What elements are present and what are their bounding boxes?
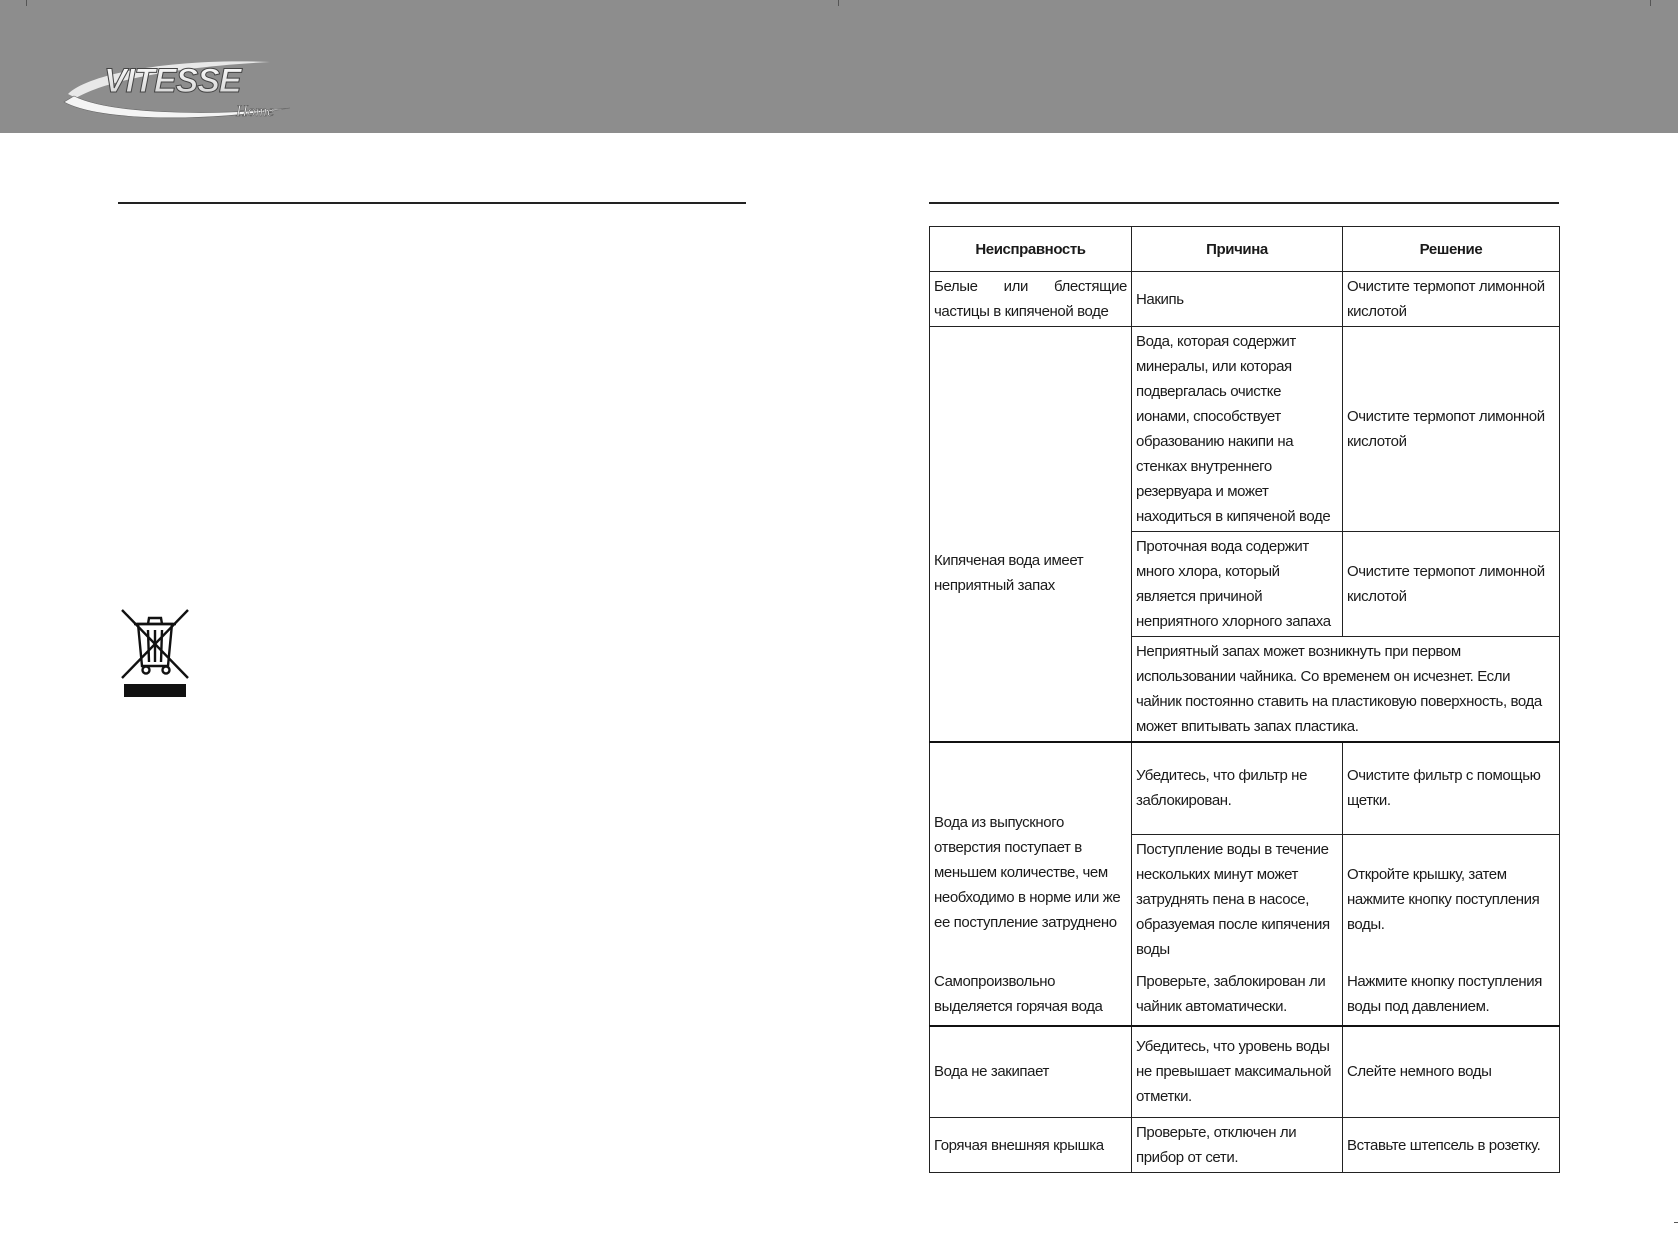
crop-mark bbox=[838, 0, 839, 6]
table-row bbox=[930, 272, 1560, 327]
problem-cell: Кипяченая вода имеет неприятный запах bbox=[930, 327, 1132, 743]
crop-mark bbox=[26, 0, 27, 6]
table-row bbox=[930, 742, 1560, 834]
table-row bbox=[930, 1026, 1560, 1118]
table-row bbox=[930, 1118, 1560, 1173]
vitesse-logo-icon bbox=[60, 52, 310, 124]
right-section-rule bbox=[929, 202, 1559, 204]
table-header-row bbox=[930, 227, 1560, 272]
svg-text:Home: Home bbox=[236, 103, 275, 120]
col-header-solution: Решение bbox=[1343, 227, 1560, 272]
cause-cell: Проверьте, отключен ли прибор от сети. bbox=[1132, 1118, 1343, 1173]
page-header-band bbox=[0, 0, 1678, 133]
solution-cell: Нажмите кнопку поступления воды под давлением. bbox=[1343, 964, 1560, 1026]
problem-cell: Белые или блестящие частицы в кипяченой воде bbox=[930, 272, 1132, 327]
crop-mark bbox=[1650, 0, 1651, 6]
solution-cell: Очистите термопот лимонной кислотой bbox=[1343, 532, 1560, 637]
cause-cell: Убедитесь, что уровень воды не превышает максимальной отметки. bbox=[1132, 1026, 1343, 1118]
solution-cell: Очистите фильтр с помощью щетки. bbox=[1343, 742, 1560, 834]
solution-cell: Очистите термопот лимонной кислотой bbox=[1343, 272, 1560, 327]
col-header-problem: Неисправность bbox=[930, 227, 1132, 272]
solution-cell: Слейте немного воды bbox=[1343, 1026, 1560, 1118]
cause-cell: Проточная вода содержит много хлора, который является причиной неприятного хлорного запаха bbox=[1132, 532, 1343, 637]
problem-cell: Вода не закипает bbox=[930, 1026, 1132, 1118]
left-section-rule bbox=[118, 202, 746, 204]
crop-mark bbox=[1674, 1222, 1678, 1223]
troubleshooting-table bbox=[929, 226, 1560, 1173]
cause-cell: Поступление воды в течение нескольких минут может затруднять пена в насосе, образуемая после кипячения воды bbox=[1132, 834, 1343, 964]
col-header-cause: Причина bbox=[1132, 227, 1343, 272]
cause-cell: Вода, которая содержит минералы, или которая подвергалась очистке ионами, способствует образованию накипи на стенках внутреннего резервуара и может находиться в кипяченой воде bbox=[1132, 327, 1343, 532]
cause-cell: Убедитесь, что фильтр не заблокирован. bbox=[1132, 742, 1343, 834]
table-row bbox=[930, 327, 1560, 532]
solution-cell: Вставьте штепсель в розетку. bbox=[1343, 1118, 1560, 1173]
cause-cell: Накипь bbox=[1132, 272, 1343, 327]
svg-text:VITESSE: VITESSE bbox=[104, 62, 241, 100]
weee-crossed-bin-icon bbox=[118, 606, 192, 698]
problem-cell: Горячая внешняя крышка bbox=[930, 1118, 1132, 1173]
solution-cell: Откройте крышку, затем нажмите кнопку поступления воды. bbox=[1343, 834, 1560, 964]
problem-cell: Вода из выпускного отверстия поступает в меньшем количестве, чем необходимо в норме или же ее поступление затруднено bbox=[930, 742, 1132, 964]
table-row bbox=[930, 964, 1560, 1026]
cause-cell: Проверьте, заблокирован ли чайник автоматически. bbox=[1132, 964, 1343, 1026]
solution-cell: Очистите термопот лимонной кислотой bbox=[1343, 327, 1560, 532]
note-cell: Неприятный запах может возникнуть при первом использовании чайника. Со временем он исчезнет. Если чайник постоянно ставить на пластиковую поверхность, вода может впитывать запах пластика. bbox=[1132, 637, 1560, 743]
problem-cell: Самопроизвольно выделяется горячая вода bbox=[930, 964, 1132, 1026]
brand-logo bbox=[60, 52, 310, 124]
